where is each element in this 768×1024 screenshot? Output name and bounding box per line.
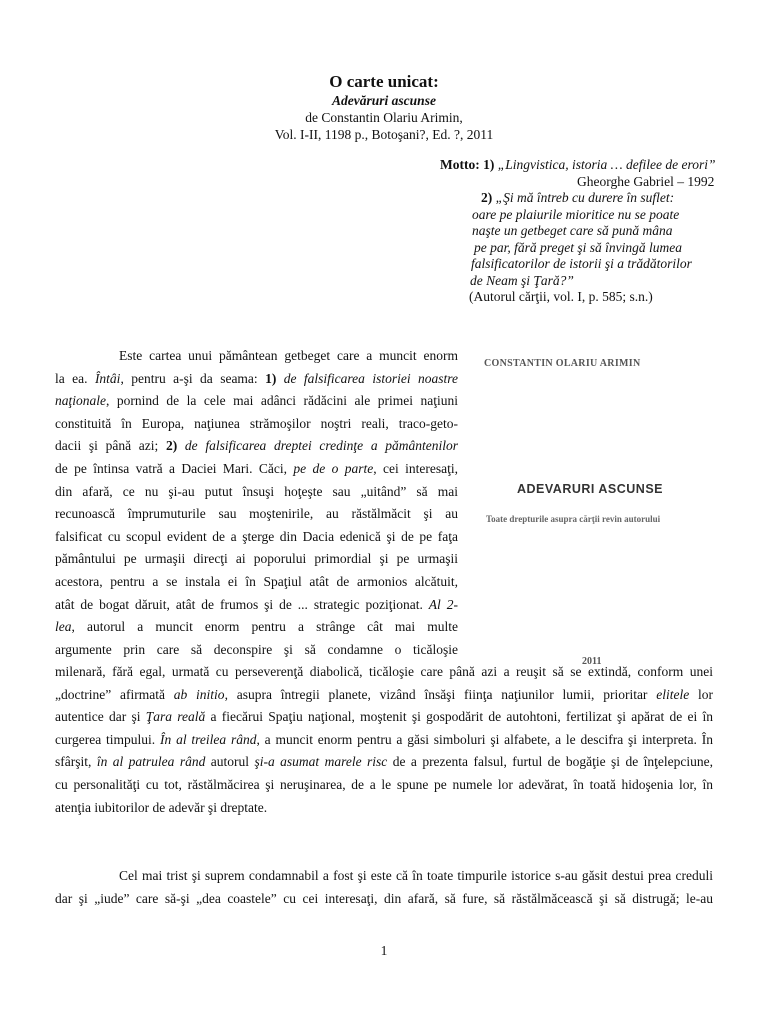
text-line: de pe întinsa vatră a Daciei Mari. Căci, pe de o parte, cei interesaţi, [55,460,458,476]
bold-text: 2) [165,438,178,454]
italic-text: Întâi [94,370,121,386]
motto-label: Motto: [440,157,480,172]
italic-text: de falsificarea istoriei noastre [283,370,458,386]
page-number: 1 [380,943,388,958]
text-line: Este cartea unui pământean getbeget care a muncit enorm [119,348,458,363]
paragraph-1-column [55,345,458,661]
text-line: curgerea timpului. În al treilea rând, a muncit enorm pentru a găsi simboluri şi alfabete, a le descifra şi interpreta. În [55,731,713,747]
motto-block [440,157,740,306]
motto-2-line: falsificatorilor de istorii şi a trădătorilor [471,256,692,271]
text-line: dacii şi până azi; 2) de falsificarea dreptei credinţe a pământenilor [55,438,459,454]
cover-title: ADEVARURI ASCUNSE [516,482,663,496]
italic-text: lea [55,619,72,635]
italic-text: ab initio [173,686,225,702]
book-title: Adevăruri ascunse [332,93,436,108]
text-line: falsificat cu scopul evident de a şterge din Dacia edenică şi de pe faţa [55,528,458,544]
italic-text: Al 2- [428,596,458,612]
cover-year: 2011 [582,656,602,667]
text-line: Cel mai trist şi suprem condamnabil a fost şi este că în toate timpurile istorice s-au găsit destui prea creduli [119,868,713,883]
motto-1-attribution: Gheorghe Gabriel – 1992 [577,173,715,189]
italic-text: naţionale [55,393,106,409]
italic-text: În al treilea rând [160,731,257,747]
text-line: din afară, ce nu şi-au putut însuşi hoţeşte sau „uitând” să mai [55,483,458,499]
text-line: autentice dar şi Ţara reală a fiecărui Spaţiu naţional, moştenit şi gospodărit de autohtoni, fertilizat şi apărat de ei în [55,709,713,725]
text-line: cu personalităţi cu tot, răstălmăcirea şi neruşinarea, de a le spune pe numele lor adevărat, în toată hidoşenia lor, în [55,776,713,792]
italic-text: şi-a asumat marele risc [254,754,388,770]
motto-2-line: naşte un getbeget care să pună mâna [472,223,673,238]
motto-2-source: (Autorul cărţii, vol. I, p. 585; s.n.) [469,289,653,304]
text-line: constituită în Europa, naţiunea strămoşilor noştri reali, traco-geto- [55,415,458,431]
motto-1-text: „Lingvistica, istoria … defilee de erori” [497,157,716,172]
document-title: O carte unicat: [329,72,439,91]
text-line: recunoască împrumuturile sau moştenirile, au răstălmăcit şi au [55,506,458,522]
text-line: milenară, fără egal, urmată cu perseverenţă diabolică, ticăloşie care până azi a reuşit să se extindă, conform unei [55,664,713,679]
motto-2-first-line [440,190,740,207]
text-line: naţionale, pornind de la cele mai adânci rădăcini ale primei naţiuni [55,393,458,409]
paragraph-1-continued [55,661,713,819]
italic-text: Ţara reală [145,709,206,725]
text-line: „doctrine” afirmată ab initio, asupra întregii planete, vizând însăşi fiinţa naţiunilor lumii, prioritar elitele lor [55,686,713,702]
cover-author: CONSTANTIN OLARIU ARIMIN [484,358,641,369]
text-line: acestora, pentru a se instala ei în Spaţiul atât de armonios alcătuit, [55,573,458,589]
text-line: pământului pe urmaşii direcţi ai poporului primordial şi pe urmaşii [55,551,458,567]
motto-line-1 [440,157,740,174]
italic-text: pe de o parte [293,460,374,476]
text-line: la ea. Întâi, pentru a-şi da seama: 1) de falsificarea istoriei noastre [55,370,458,386]
text-line: lea, autorul a muncit enorm pentru a strânge cât mai multe [55,619,458,635]
motto-2-line: oare pe plaiurile mioritice nu se poate [472,206,680,222]
cover-subtitle: Toate drepturile asupra cărţii revin autorului [486,514,661,524]
italic-text: de falsificarea dreptei credinţe a pământenilor [184,438,459,454]
book-author: de Constantin Olariu Arimin, [305,110,463,125]
motto-2-line: „Şi mă întreb cu durere în suflet: [495,190,675,205]
motto-2-line: de Neam şi Ţară?” [470,272,574,288]
book-volume-info: Vol. I-II, 1198 p., Botoşani?, Ed. ?, 2011 [274,127,494,142]
italic-text: în al patrulea rând [96,754,206,770]
text-line: dar şi „iude” care să-şi „dea coastele” cu cei interesaţi, din afară, să fure, să răstălmăcească şi să distrugă; le-au [55,890,713,906]
bold-text: 1) [265,370,277,386]
paragraph-2 [55,865,713,910]
text-line: atât de bogat dăruit, atât de frumos şi de ... strategic poziţionat. Al 2- [55,596,458,612]
text-line: argumente prin care să deconspire şi să condamne o ticăloşie [55,641,458,657]
motto-2-number: 2) [481,190,493,205]
italic-text: elitele [656,686,690,702]
book-cover-image [474,352,742,672]
motto-1-number: 1) [483,157,495,172]
text-line: atenţia iubitorilor de adevăr şi dreptate. [55,799,268,815]
text-line: sfârşit, în al patrulea rând autorul şi-a asumat marele risc de a prezenta falsul, furtul de bogăţie şi de înţelepciune, [55,754,713,770]
motto-2-line: pe par, fără preget şi să învingă lumea [474,239,682,255]
